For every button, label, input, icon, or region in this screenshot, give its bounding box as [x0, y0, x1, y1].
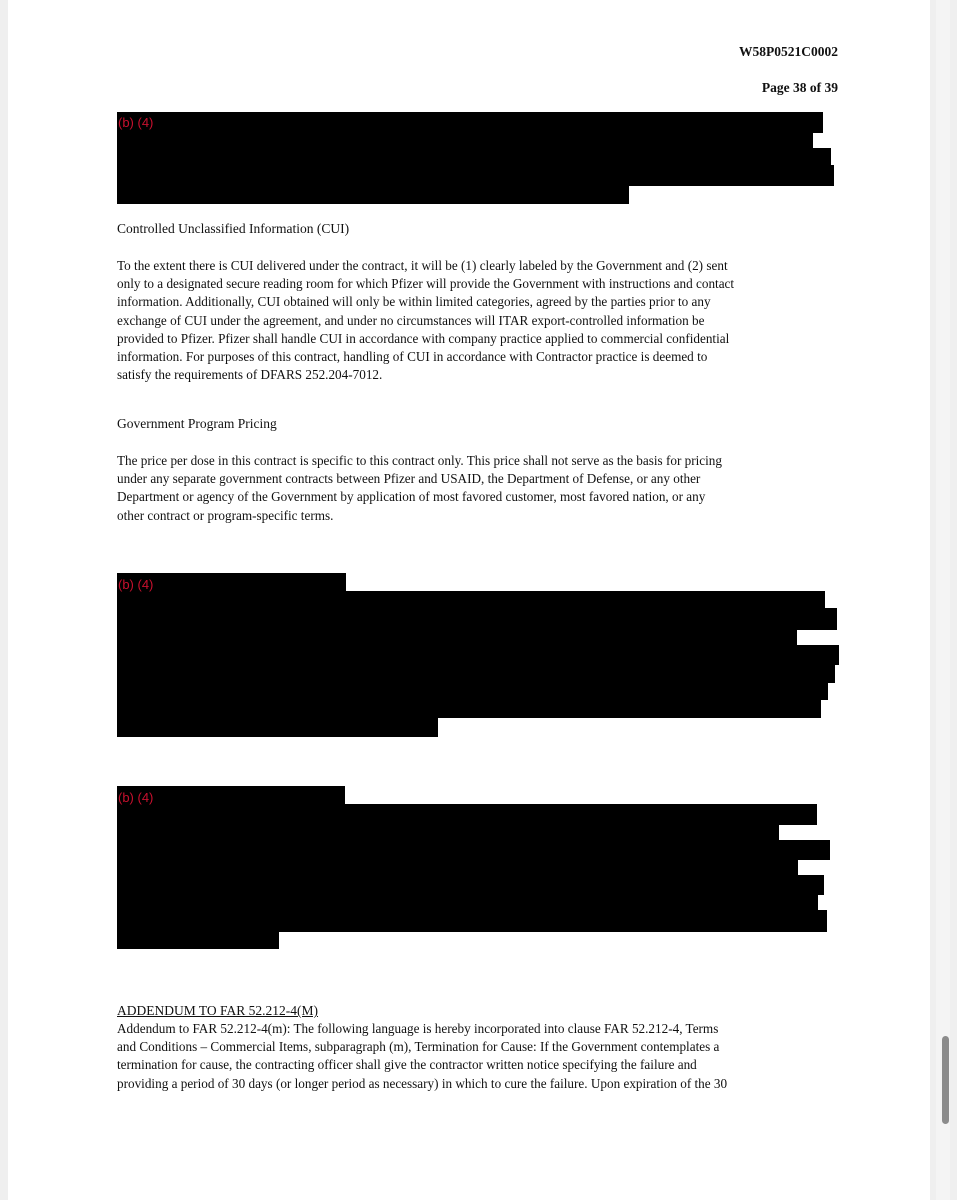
scrollbar-thumb[interactable] — [942, 1036, 949, 1124]
scrollbar-track[interactable] — [936, 0, 950, 1200]
cui-paragraph: To the extent there is CUI delivered under the contract, it will be (1) clearly labeled by the Government and (2) sent only to a designated secure reading room for which Pfizer will provide the Government with instructions and contact information. Additionally, CUI obtained will only be within limited categories, agreed by the parties prior to any exchange of CUI under the agreement, and under no circumstances will ITAR export-controlled information be provided to Pfizer. Pfizer shall handle CUI in accordance with company practice applied to commercial confidential information. For purposes of this contract, handling of CUI in accordance with Contractor practice is deemed to satisfy the requirements of DFARS 252.204-7012. — [117, 258, 735, 383]
addendum-paragraph: Addendum to FAR 52.212-4(m): The following language is hereby incorporated into clause FAR 52.212-4, Terms and Conditions – Commercial Items, subparagraph (m), Termination for Cause: If the Government contemplates a termination for cause, the contracting officer shall give the contractor written notice specifying the failure and providing a period of 30 days (or longer period as necessary) in which to cure the failure. Upon expiration of the 30 — [117, 1021, 728, 1091]
redaction-exemption-label: (b) (4) — [118, 790, 154, 805]
section-title-cui: Controlled Unclassified Information (CUI) — [117, 221, 350, 236]
section-title-addendum: ADDENDUM TO FAR 52.212-4(M) — [117, 1003, 319, 1018]
redaction-exemption-label: (b) (4) — [118, 115, 154, 130]
contract-number: W58P0521C0002 — [739, 44, 838, 59]
section-title-pricing: Government Program Pricing — [117, 416, 277, 431]
page-number: Page 38 of 39 — [761, 80, 838, 95]
redaction-exemption-label: (b) (4) — [118, 577, 154, 592]
pricing-paragraph: The price per dose in this contract is specific to this contract only. This price shall not serve as the basis for pricing under any separate government contracts between Pfizer and USAID, the Department of Defense, or any other Department or agency of the Government by application of most favored customer, most favored nation, or any other contract or program-specific terms. — [117, 453, 722, 523]
